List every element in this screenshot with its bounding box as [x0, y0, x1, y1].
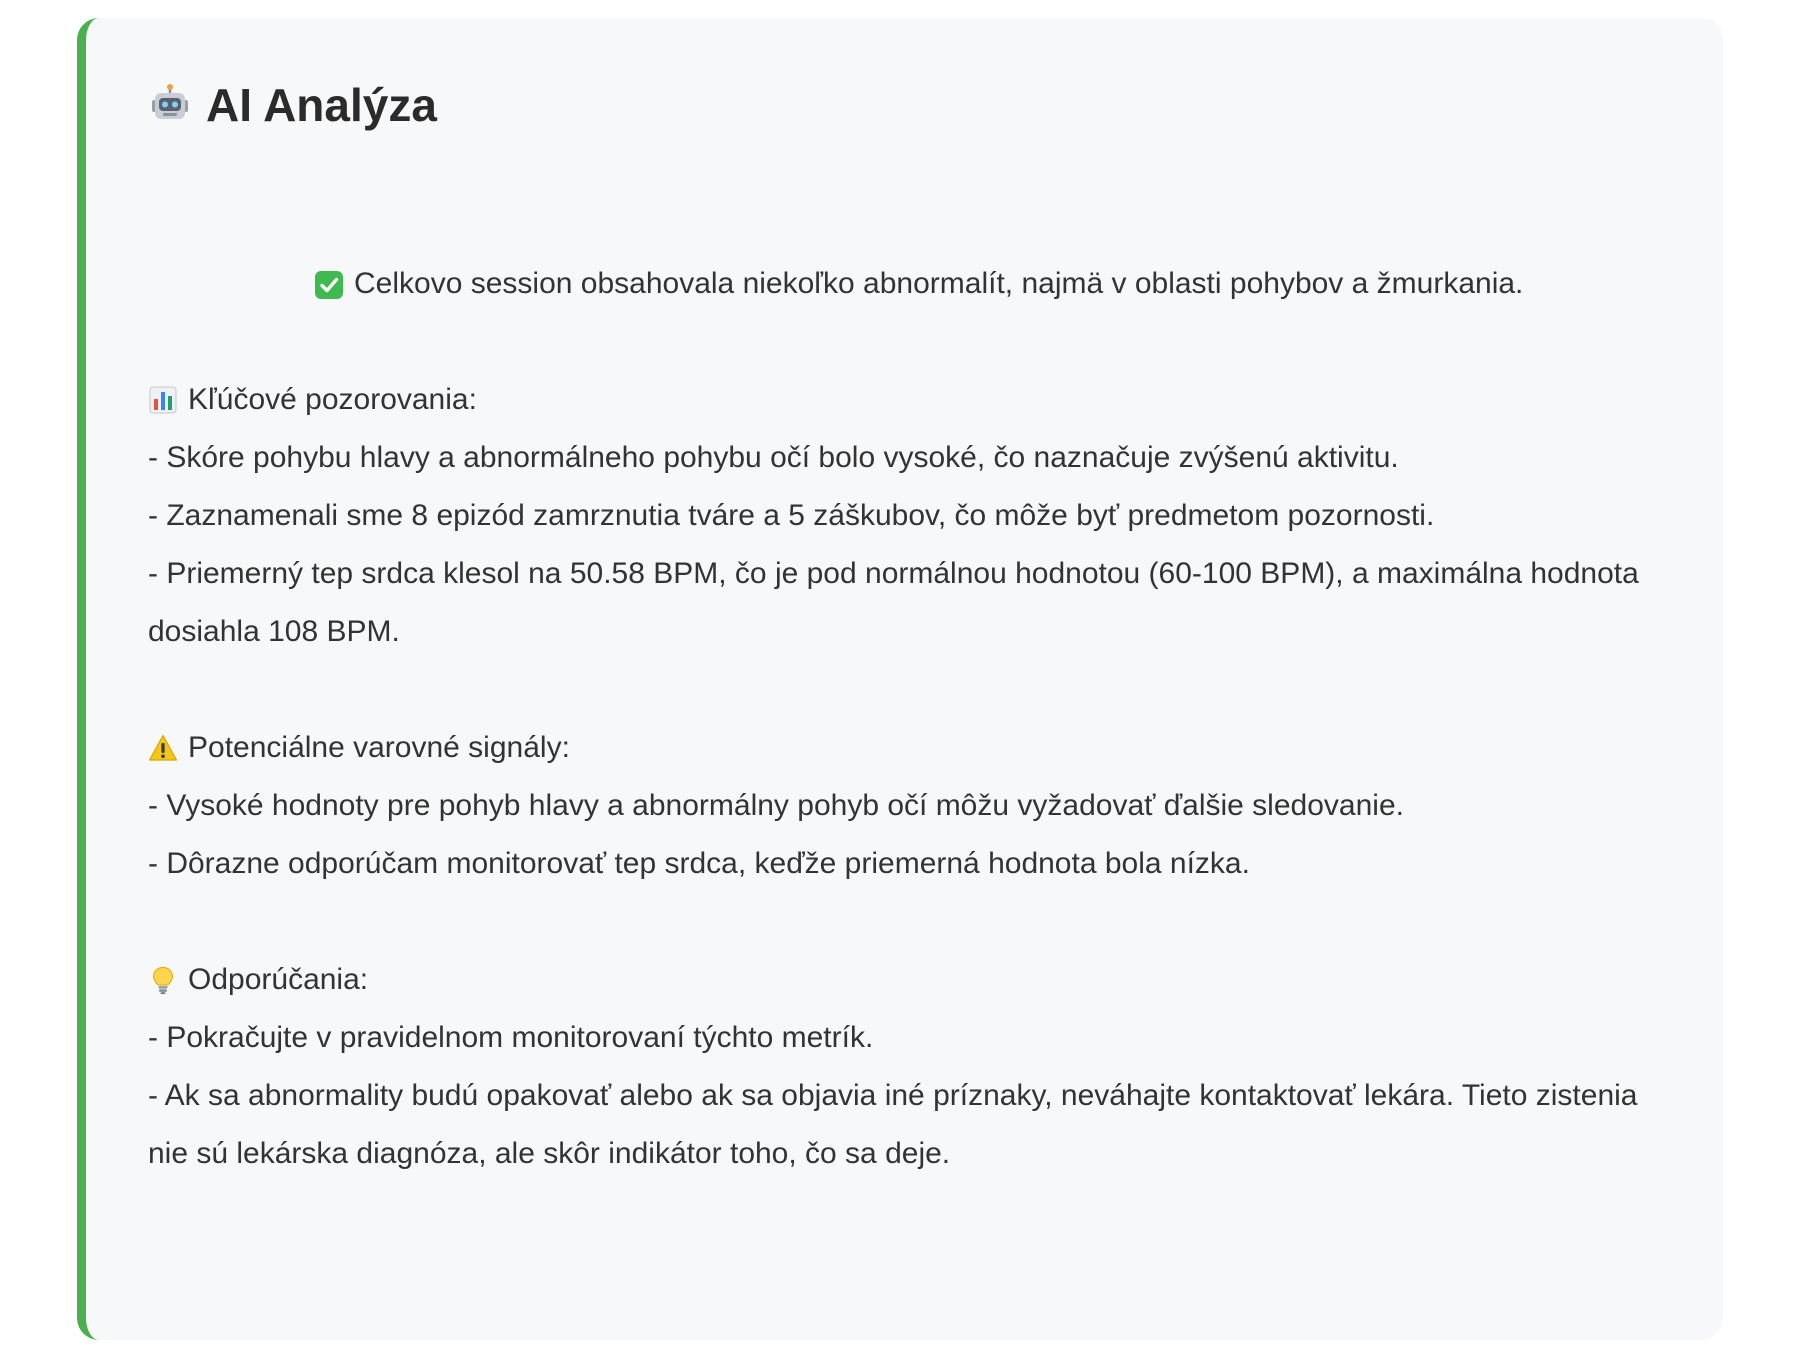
warning-item: - Vysoké hodnoty pre pohyb hlavy a abnormálny pohyb očí môžu vyžadovať ďalšie sledovanie.: [148, 789, 1404, 822]
recommendations-heading: Odporúčania:: [148, 951, 1668, 1009]
card-title-text: AI Analýza: [206, 79, 437, 131]
observation-item: - Zaznamenali sme 8 epizód zamrznutia tváre a 5 záškubov, čo môže byť predmetom pozornosti.: [148, 499, 1435, 532]
bar-chart-icon: [148, 385, 178, 415]
check-mark-icon: [314, 270, 344, 300]
recommendation-item: - Pokračujte v pravidelnom monitorovaní týchto metrík.: [148, 1021, 874, 1054]
observations-heading: Kľúčové pozorovania:: [148, 371, 1668, 429]
warnings-heading: Potenciálne varovné signály:: [148, 719, 1668, 777]
analysis-body: [148, 255, 1668, 1183]
card-title: [148, 78, 437, 132]
light-bulb-icon: [148, 965, 178, 995]
observation-item: - Skóre pohybu hlavy a abnormálneho pohybu očí bolo vysoké, čo naznačuje zvýšenú aktivitu.: [148, 441, 1399, 474]
ai-analysis-card: [77, 18, 1723, 1340]
robot-icon: [148, 83, 192, 127]
warning-icon: [148, 733, 178, 763]
summary-line: [148, 255, 1668, 313]
recommendation-item: - Ak sa abnormality budú opakovať alebo ak sa objavia iné príznaky, neváhajte kontaktovať lekára. Tieto zistenia nie sú lekárska diagnóza, ale skôr indikátor toho, čo sa deje.: [148, 1079, 1638, 1170]
summary-text: Celkovo session obsahovala niekoľko abnormalít, najmä v oblasti pohybov a žmurkania.: [354, 267, 1524, 300]
warning-item: - Dôrazne odporúčam monitorovať tep srdca, keďže priemerná hodnota bola nízka.: [148, 847, 1250, 880]
observation-item: - Priemerný tep srdca klesol na 50.58 BPM, čo je pod normálnou hodnotou (60-100 BPM), a maximálna hodnota dosiahla 108 BPM.: [148, 557, 1639, 648]
